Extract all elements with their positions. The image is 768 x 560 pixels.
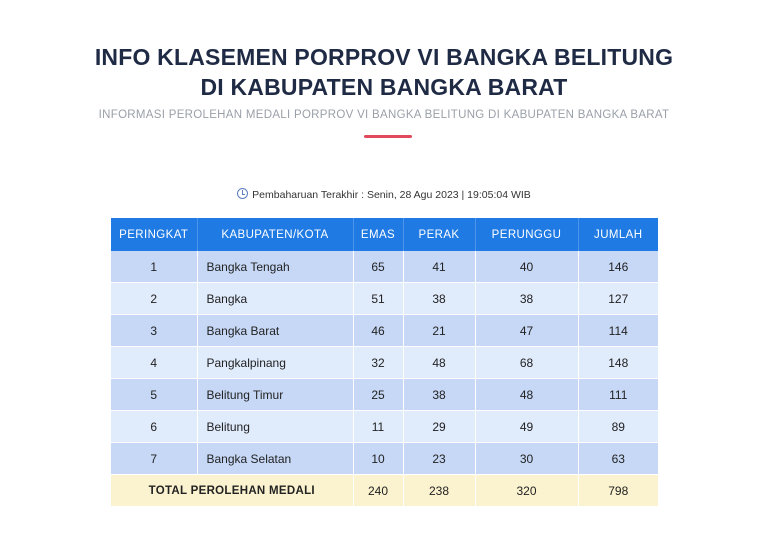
silver-cell: 48 [403, 347, 475, 379]
region-cell: Bangka Barat [197, 315, 353, 347]
table-header-row [111, 218, 658, 251]
column-header-rank: PERINGKAT [111, 218, 197, 251]
total-bronze-cell: 320 [475, 475, 578, 507]
bronze-cell: 48 [475, 379, 578, 411]
table-row [111, 411, 658, 443]
total-cell: 111 [578, 379, 658, 411]
total-cell: 89 [578, 411, 658, 443]
silver-cell: 23 [403, 443, 475, 475]
title-line-1: INFO KLASEMEN PORPROV VI BANGKA BELITUNG [94, 44, 674, 70]
rank-cell: 2 [111, 283, 197, 315]
table-row [111, 443, 658, 475]
total-cell: 148 [578, 347, 658, 379]
silver-cell: 38 [403, 283, 475, 315]
table-row [111, 283, 658, 315]
total-silver-cell: 238 [403, 475, 475, 507]
page-title [0, 42, 768, 102]
total-cell: 63 [578, 443, 658, 475]
page-subtitle: INFORMASI PEROLEHAN MEDALI PORPROV VI BANGKA BELITUNG DI KABUPATEN BANGKA BARAT [98, 109, 670, 121]
gold-cell: 25 [353, 379, 403, 411]
gold-cell: 32 [353, 347, 403, 379]
total-cell: 114 [578, 315, 658, 347]
region-cell: Pangkalpinang [197, 347, 353, 379]
title-line-2: DI KABUPATEN BANGKA BARAT [200, 74, 568, 100]
total-cell: 146 [578, 251, 658, 283]
bronze-cell: 49 [475, 411, 578, 443]
title-divider [364, 135, 412, 138]
silver-cell: 38 [403, 379, 475, 411]
table-row [111, 347, 658, 379]
gold-cell: 51 [353, 283, 403, 315]
bronze-cell: 40 [475, 251, 578, 283]
gold-cell: 11 [353, 411, 403, 443]
gold-cell: 46 [353, 315, 403, 347]
silver-cell: 21 [403, 315, 475, 347]
last-update-text: Pembaharuan Terakhir : Senin, 28 Agu 2023 | 19:05:04 WIB [252, 189, 531, 201]
rank-cell: 1 [111, 251, 197, 283]
bronze-cell: 47 [475, 315, 578, 347]
table-row [111, 315, 658, 347]
region-cell: Bangka [197, 283, 353, 315]
silver-cell: 41 [403, 251, 475, 283]
region-cell: Bangka Selatan [197, 443, 353, 475]
table-row [111, 379, 658, 411]
bronze-cell: 30 [475, 443, 578, 475]
table-row [111, 251, 658, 283]
total-cell: 127 [578, 283, 658, 315]
medal-standings-table [111, 218, 658, 507]
rank-cell: 7 [111, 443, 197, 475]
column-header-bronze: PERUNGGU [475, 218, 578, 251]
bronze-cell: 68 [475, 347, 578, 379]
column-header-silver: PERAK [403, 218, 475, 251]
region-cell: Bangka Tengah [197, 251, 353, 283]
rank-cell: 3 [111, 315, 197, 347]
clock-icon [237, 188, 248, 199]
bronze-cell: 38 [475, 283, 578, 315]
region-cell: Belitung Timur [197, 379, 353, 411]
gold-cell: 10 [353, 443, 403, 475]
gold-cell: 65 [353, 251, 403, 283]
column-header-region: KABUPATEN/KOTA [197, 218, 353, 251]
silver-cell: 29 [403, 411, 475, 443]
table-total-row [111, 475, 658, 507]
column-header-gold: EMAS [353, 218, 403, 251]
rank-cell: 4 [111, 347, 197, 379]
column-header-total: JUMLAH [578, 218, 658, 251]
total-label: TOTAL PEROLEHAN MEDALI [111, 475, 353, 507]
total-gold-cell: 240 [353, 475, 403, 507]
grand-total-cell: 798 [578, 475, 658, 507]
region-cell: Belitung [197, 411, 353, 443]
rank-cell: 6 [111, 411, 197, 443]
last-update [0, 188, 768, 201]
rank-cell: 5 [111, 379, 197, 411]
